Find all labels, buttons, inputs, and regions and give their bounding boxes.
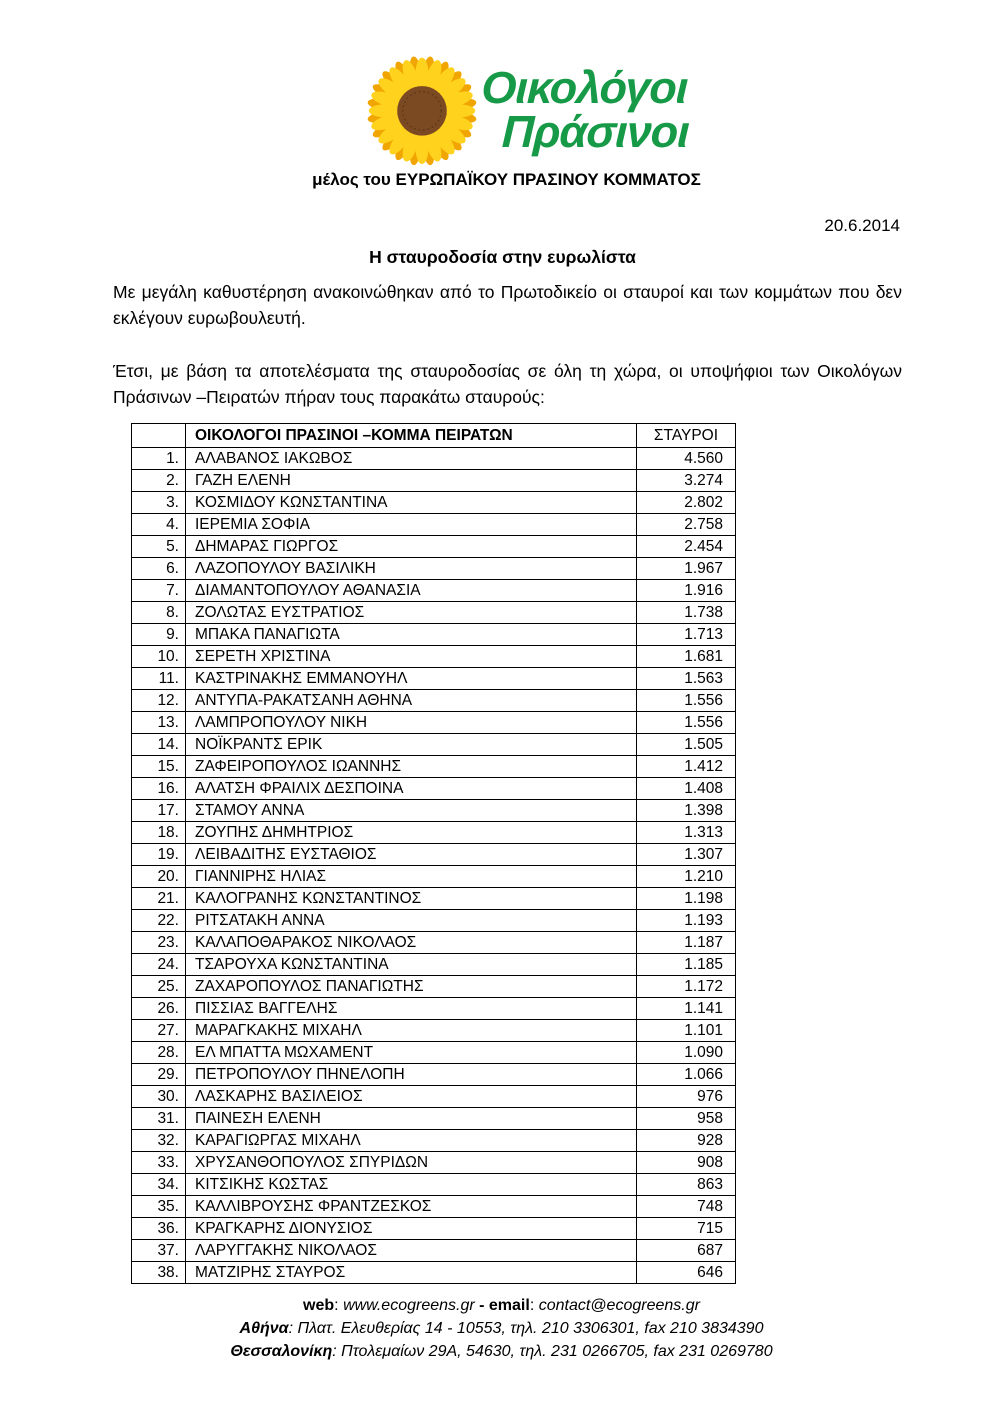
footer-text-segment: : [332, 1343, 342, 1360]
table-row [132, 888, 736, 910]
rank-cell: 11. [132, 668, 186, 690]
rank-cell: 15. [132, 756, 186, 778]
votes-cell: 1.307 [637, 844, 736, 866]
document-heading: Η σταυροδοσία στην ευρωλίστα [369, 247, 636, 267]
rank-cell: 10. [132, 646, 186, 668]
name-cell: ΚΙΤΣΙΚΗΣ ΚΩΣΤΑΣ [186, 1174, 637, 1196]
intro-paragraph-2: Έτσι, με βάση τα αποτελέσματα της σταυροδοσίας σε όλη τη χώρα, οι υποψήφιοι των Οικολόγων Πράσινων –Πειρατών πήραν τους παρακάτω σταυρούς: [113, 361, 902, 407]
party-logo [0, 52, 993, 166]
name-cell: ΔΙΑΜΑΝΤΟΠΟΥΛΟΥ ΑΘΑΝΑΣΙΑ [186, 580, 637, 602]
votes-cell: 1.090 [637, 1042, 736, 1064]
table-row [132, 602, 736, 624]
votes-cell: 1.141 [637, 998, 736, 1020]
rank-cell: 9. [132, 624, 186, 646]
votes-cell: 1.556 [637, 712, 736, 734]
rank-cell: 28. [132, 1042, 186, 1064]
table-row [132, 646, 736, 668]
rank-cell: 19. [132, 844, 186, 866]
name-cell: ΜΑΡΑΓΚΑΚΗΣ ΜΙΧΑΗΛ [186, 1020, 637, 1042]
name-cell: ΣΕΡΕΤΗ ΧΡΙΣΤΙΝΑ [186, 646, 637, 668]
table-row [132, 976, 736, 998]
rank-cell: 7. [132, 580, 186, 602]
sunflower-center [397, 86, 447, 136]
footer-text-segment: - [474, 1297, 489, 1314]
name-cell: ΚΑΣΤΡΙΝΑΚΗΣ ΕΜΜΑΝΟΥΗΛ [186, 668, 637, 690]
name-cell: ΧΡΥΣΑΝΘΟΠΟΥΛΟΣ ΣΠΥΡΙΔΩΝ [186, 1152, 637, 1174]
logo-word-line2: Πράσινοι [501, 106, 690, 157]
votes-cell: 1.066 [637, 1064, 736, 1086]
table-row [132, 954, 736, 976]
name-cell: ΚΑΡΑΓΙΩΡΓΑΣ ΜΙΧΑΗΛ [186, 1130, 637, 1152]
table-row [132, 712, 736, 734]
footer-web-email-line [10, 1294, 993, 1317]
rank-cell: 12. [132, 690, 186, 712]
votes-cell: 1.916 [637, 580, 736, 602]
table-row [132, 1042, 736, 1064]
footer-text-segment: email [488, 1297, 530, 1314]
document-footer [0, 1294, 993, 1363]
name-cell: ΜΠΑΚΑ ΠΑΝΑΓΙΩΤΑ [186, 624, 637, 646]
rank-cell: 16. [132, 778, 186, 800]
table-row [132, 1130, 736, 1152]
table-row [132, 1262, 736, 1284]
votes-cell: 1.967 [637, 558, 736, 580]
votes-cell: 1.713 [637, 624, 736, 646]
votes-cell: 2.454 [637, 536, 736, 558]
votes-cell: 1.398 [637, 800, 736, 822]
rank-cell: 38. [132, 1262, 186, 1284]
footer-text-segment: contact@ecogreens.gr [538, 1297, 700, 1314]
party-header-cell: ΟΙΚΟΛΟΓΟΙ ΠΡΑΣΙΝΟΙ –ΚΟΜΜΑ ΠΕΙΡΑΤΩΝ [186, 424, 637, 448]
table-row [132, 492, 736, 514]
votes-cell: 958 [637, 1108, 736, 1130]
table-row [132, 624, 736, 646]
rank-cell: 33. [132, 1152, 186, 1174]
name-cell: ΖΑΧΑΡΟΠΟΥΛΟΣ ΠΑΝΑΓΙΩΤΗΣ [186, 976, 637, 998]
votes-cell: 1.172 [637, 976, 736, 998]
name-cell: ΓΙΑΝΝΙΡΗΣ ΗΛΙΑΣ [186, 866, 637, 888]
votes-cell: 1.563 [637, 668, 736, 690]
footer-text-segment: Θεσσαλονίκη [230, 1343, 333, 1360]
table-row [132, 756, 736, 778]
rank-cell: 24. [132, 954, 186, 976]
votes-cell: 976 [637, 1086, 736, 1108]
name-cell: ΕΛ ΜΠΑΤΤΑ ΜΩΧΑΜΕΝΤ [186, 1042, 637, 1064]
table-row [132, 1174, 736, 1196]
table-row [132, 1020, 736, 1042]
rank-cell: 22. [132, 910, 186, 932]
rank-header-cell [132, 424, 186, 448]
votes-cell: 928 [637, 1130, 736, 1152]
footer-thessaloniki-line [10, 1340, 993, 1363]
name-cell: ΛΑΖΟΠΟΥΛΟΥ ΒΑΣΙΛΙΚΗ [186, 558, 637, 580]
rank-cell: 13. [132, 712, 186, 734]
table-row [132, 690, 736, 712]
votes-cell: 2.758 [637, 514, 736, 536]
rank-cell: 20. [132, 866, 186, 888]
name-cell: ΛΑΡΥΓΓΑΚΗΣ ΝΙΚΟΛΑΟΣ [186, 1240, 637, 1262]
votes-cell: 646 [637, 1262, 736, 1284]
rank-cell: 27. [132, 1020, 186, 1042]
votes-cell: 1.556 [637, 690, 736, 712]
votes-cell: 1.313 [637, 822, 736, 844]
table-row [132, 844, 736, 866]
name-cell: ΤΣΑΡΟΥΧΑ ΚΩΝΣΤΑΝΤΙΝΑ [186, 954, 637, 976]
table-row [132, 580, 736, 602]
rank-cell: 25. [132, 976, 186, 998]
votes-cell: 1.101 [637, 1020, 736, 1042]
name-cell: ΜΑΤΖΙΡΗΣ ΣΤΑΥΡΟΣ [186, 1262, 637, 1284]
name-cell: ΣΤΑΜΟΥ ΑΝΝΑ [186, 800, 637, 822]
rank-cell: 37. [132, 1240, 186, 1262]
footer-text-segment: : [288, 1320, 298, 1337]
rank-cell: 36. [132, 1218, 186, 1240]
votes-cell: 1.193 [637, 910, 736, 932]
votes-cell: 3.274 [637, 470, 736, 492]
name-cell: ΛΑΣΚΑΡΗΣ ΒΑΣΙΛΕΙΟΣ [186, 1086, 637, 1108]
rank-cell: 18. [132, 822, 186, 844]
votes-cell: 1.738 [637, 602, 736, 624]
name-cell: ΖΟΥΠΗΣ ΔΗΜΗΤΡΙΟΣ [186, 822, 637, 844]
footer-text-segment: Πτολεμαίων 29Α, 54630, τηλ. 231 0266705, fax 231 0269780 [341, 1343, 773, 1360]
votes-cell: 908 [637, 1152, 736, 1174]
name-cell: ΖΟΛΩΤΑΣ ΕΥΣΤΡΑΤΙΟΣ [186, 602, 637, 624]
intro-paragraph-1: Με μεγάλη καθυστέρηση ανακοινώθηκαν από το Πρωτοδικείο οι σταυροί και των κομμάτων που δεν εκλέγουν ευρωβουλευτή. [113, 282, 902, 328]
table-row [132, 866, 736, 888]
table-row [132, 1240, 736, 1262]
table-row [132, 734, 736, 756]
rank-cell: 26. [132, 998, 186, 1020]
table-row [132, 514, 736, 536]
table-row [132, 1152, 736, 1174]
table-row [132, 1196, 736, 1218]
name-cell: ΠΑΙΝΕΣΗ ΕΛΕΝΗ [186, 1108, 637, 1130]
footer-text-segment: : [529, 1297, 539, 1314]
footer-text-segment: www.ecogreens.gr [343, 1297, 475, 1314]
table-row [132, 470, 736, 492]
votes-cell: 1.187 [637, 932, 736, 954]
sunflower-icon [367, 52, 477, 166]
rank-cell: 23. [132, 932, 186, 954]
document-date: 20.6.2014 [824, 216, 900, 235]
name-cell: ΚΑΛΛΙΒΡΟΥΣΗΣ ΦΡΑΝΤΖΕΣΚΟΣ [186, 1196, 637, 1218]
name-cell: ΑΝΤΥΠΑ-ΡΑΚΑΤΣΑΝΗ ΑΘΗΝΑ [186, 690, 637, 712]
rank-cell: 1. [132, 448, 186, 470]
rank-cell: 5. [132, 536, 186, 558]
table-row [132, 668, 736, 690]
table-row [132, 822, 736, 844]
votes-cell: 1.210 [637, 866, 736, 888]
rank-cell: 29. [132, 1064, 186, 1086]
name-cell: ΝΟΪΚΡΑΝΤΣ ΕΡΙΚ [186, 734, 637, 756]
footer-text-segment: Αθήνα [239, 1320, 289, 1337]
rank-cell: 30. [132, 1086, 186, 1108]
rank-cell: 2. [132, 470, 186, 492]
table-row [132, 448, 736, 470]
rank-cell: 34. [132, 1174, 186, 1196]
votes-cell: 687 [637, 1240, 736, 1262]
results-table-body [132, 448, 736, 1284]
votes-cell: 1.681 [637, 646, 736, 668]
table-row [132, 910, 736, 932]
table-row [132, 932, 736, 954]
votes-cell: 715 [637, 1218, 736, 1240]
votes-cell: 1.408 [637, 778, 736, 800]
rank-cell: 21. [132, 888, 186, 910]
table-header-row [132, 424, 736, 448]
table-row [132, 800, 736, 822]
votes-cell: 1.185 [637, 954, 736, 976]
votes-cell: 748 [637, 1196, 736, 1218]
name-cell: ΠΙΣΣΙΑΣ ΒΑΓΓΕΛΗΣ [186, 998, 637, 1020]
rank-cell: 14. [132, 734, 186, 756]
results-table [131, 423, 736, 1284]
votes-cell: 2.802 [637, 492, 736, 514]
logo-word-line1: Οικολόγοι [480, 62, 689, 113]
name-cell: ΛΑΜΠΡΟΠΟΥΛΟΥ ΝΙΚΗ [186, 712, 637, 734]
name-cell: ΠΕΤΡΟΠΟΥΛΟΥ ΠΗΝΕΛΟΠΗ [186, 1064, 637, 1086]
footer-text-segment: Πλατ. Ελευθερίας 14 - 10553, τηλ. 210 3306301, fax 210 3834390 [297, 1320, 764, 1337]
table-row [132, 778, 736, 800]
name-cell: ΡΙΤΣΑΤΑΚΗ ΑΝΝΑ [186, 910, 637, 932]
name-cell: ΚΑΛΟΓΡΑΝΗΣ ΚΩΝΣΤΑΝΤΙΝΟΣ [186, 888, 637, 910]
rank-cell: 3. [132, 492, 186, 514]
rank-cell: 31. [132, 1108, 186, 1130]
name-cell: ΚΟΣΜΙΔΟΥ ΚΩΝΣΤΑΝΤΙΝΑ [186, 492, 637, 514]
name-cell: ΓΑΖΗ ΕΛΕΝΗ [186, 470, 637, 492]
table-row [132, 536, 736, 558]
votes-cell: 4.560 [637, 448, 736, 470]
table-row [132, 558, 736, 580]
name-cell: ΖΑΦΕΙΡΟΠΟΥΛΟΣ ΙΩΑΝΝΗΣ [186, 756, 637, 778]
rank-cell: 17. [132, 800, 186, 822]
table-row [132, 1064, 736, 1086]
logo-wordmark [479, 52, 691, 157]
name-cell: ΑΛΑΒΑΝΟΣ ΙΑΚΩΒΟΣ [186, 448, 637, 470]
rank-cell: 6. [132, 558, 186, 580]
votes-cell: 1.505 [637, 734, 736, 756]
rank-cell: 35. [132, 1196, 186, 1218]
table-row [132, 1108, 736, 1130]
table-row [132, 1086, 736, 1108]
logo-subtitle: μέλος του ΕΥΡΩΠΑΪΚΟΥ ΠΡΑΣΙΝΟΥ ΚΟΜΜΑΤΟΣ [312, 170, 701, 189]
name-cell: ΔΗΜΑΡΑΣ ΓΙΩΡΓΟΣ [186, 536, 637, 558]
rank-cell: 32. [132, 1130, 186, 1152]
name-cell: ΑΛΑΤΣΗ ΦΡΑΙΛΙΧ ΔΕΣΠΟΙΝΑ [186, 778, 637, 800]
footer-text-segment: web [303, 1297, 335, 1314]
name-cell: ΚΡΑΓΚΑΡΗΣ ΔΙΟΝΥΣΙΟΣ [186, 1218, 637, 1240]
name-cell: ΚΑΛΑΠΟΘΑΡΑΚΟΣ ΝΙΚΟΛΑΟΣ [186, 932, 637, 954]
table-row [132, 998, 736, 1020]
rank-cell: 4. [132, 514, 186, 536]
table-row [132, 1218, 736, 1240]
footer-athens-line [10, 1317, 993, 1340]
votes-header-cell: ΣΤΑΥΡΟΙ [637, 424, 736, 448]
name-cell: ΙΕΡΕΜΙΑ ΣΟΦΙΑ [186, 514, 637, 536]
votes-cell: 1.198 [637, 888, 736, 910]
name-cell: ΛΕΙΒΑΔΙΤΗΣ ΕΥΣΤΑΘΙΟΣ [186, 844, 637, 866]
rank-cell: 8. [132, 602, 186, 624]
votes-cell: 1.412 [637, 756, 736, 778]
footer-text-segment: : [334, 1297, 344, 1314]
votes-cell: 863 [637, 1174, 736, 1196]
intro-paragraphs [113, 279, 902, 437]
